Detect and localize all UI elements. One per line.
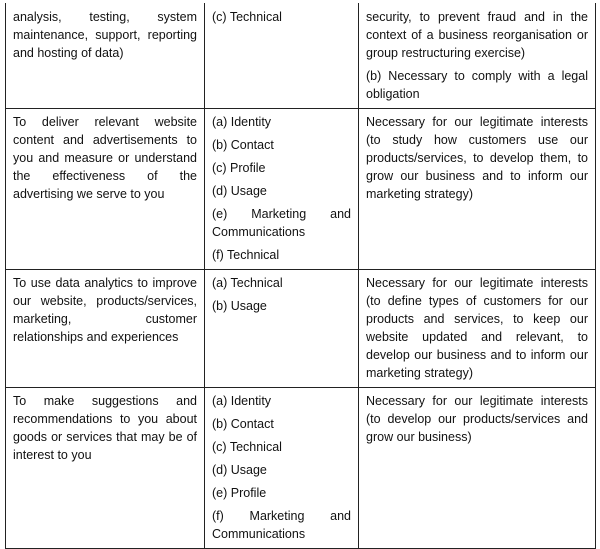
table-row: [6, 270, 596, 388]
purpose-cell: analysis, testing, system maintenance, support, reporting and hosting of data): [6, 3, 205, 109]
data-type-item: (b) Contact: [212, 417, 274, 431]
data-type-item: (d) Usage: [212, 184, 267, 198]
lawful-basis-cell: [359, 270, 596, 388]
table-row: [6, 3, 596, 109]
lawful-basis-cell: [359, 3, 596, 109]
lawful-basis-cell: [359, 388, 596, 549]
data-type-cell: [205, 109, 359, 270]
lawful-basis-text: Necessary for our legitimate interests (to develop our products/services and grow our business): [366, 394, 588, 444]
data-type-item: (a) Technical: [212, 276, 283, 290]
data-type-item: (b) Contact: [212, 138, 274, 152]
data-type-item: (c) Technical: [212, 10, 282, 24]
lawful-basis-text: Necessary for our legitimate interests (to study how customers use our products/services, to develop them, to grow our business and to inform our marketing strategy): [366, 115, 588, 201]
data-type-cell: [205, 270, 359, 388]
lawful-basis-text: (b) Necessary to comply with a legal obligation: [366, 69, 588, 101]
table-row: [6, 109, 596, 270]
lawful-basis-text: Necessary for our legitimate interests (to define types of customers for our products and services, to keep our website updated and relevant, to develop our business and to inform our marketing strategy): [366, 276, 588, 380]
data-type-item: (f) Technical: [212, 248, 280, 262]
data-type-cell: [205, 3, 359, 109]
data-type-item: (e) Marketing and Communications: [212, 207, 351, 239]
data-type-item: (c) Profile: [212, 161, 266, 175]
purpose-cell: To deliver relevant website content and advertisements to you and measure or understand the effectiveness of the advertising we serve to you: [6, 109, 205, 270]
lawful-basis-table: [5, 3, 596, 549]
data-type-item: (f) Marketing and Communications: [212, 509, 351, 541]
data-type-item: (d) Usage: [212, 463, 267, 477]
lawful-basis-text: security, to prevent fraud and in the context of a business reorganisation or group restructuring exercise): [366, 10, 588, 60]
lawful-basis-cell: [359, 109, 596, 270]
data-type-item: (a) Identity: [212, 394, 272, 408]
data-type-item: (b) Usage: [212, 299, 267, 313]
purpose-cell: To make suggestions and recommendations to you about goods or services that may be of interest to you: [6, 388, 205, 549]
data-type-item: (e) Profile: [212, 486, 267, 500]
purpose-cell: To use data analytics to improve our website, products/services, marketing, customer relationships and experiences: [6, 270, 205, 388]
table-row: [6, 388, 596, 549]
data-type-item: (c) Technical: [212, 440, 282, 454]
data-type-cell: [205, 388, 359, 549]
data-type-item: (a) Identity: [212, 115, 272, 129]
